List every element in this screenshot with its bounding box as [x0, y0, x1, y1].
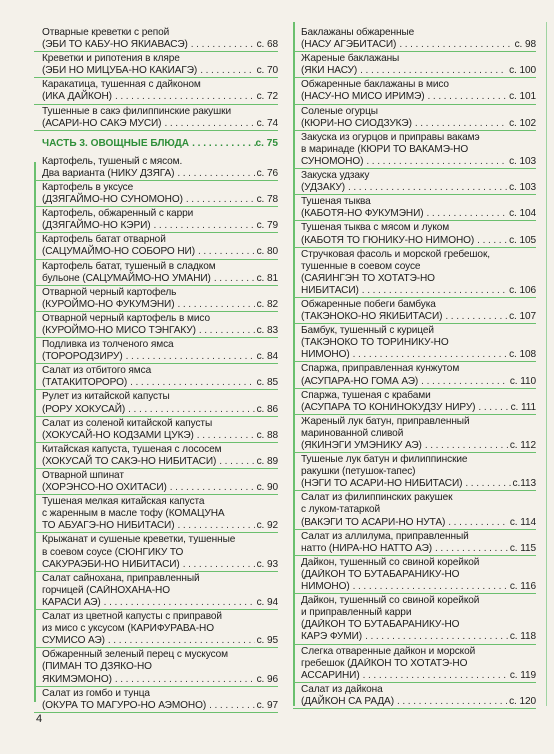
entry-line: Соленые огурцы: [301, 105, 378, 117]
entry-line: (АСУПАРА ТО КОНИНОКУДЗУ НИРУ): [301, 401, 476, 413]
leader-dots: [211, 273, 255, 285]
toc-entry[interactable]: [42, 182, 278, 206]
entry-line: АССАРИНИ): [301, 669, 360, 681]
entry-line: натто (НИРА-НО НАТТО АЭ): [301, 542, 433, 554]
entry-line: тушенные в соевом соусе: [301, 260, 421, 272]
entry-line: (САЯИНГЭН ТО ХОТАТЭ-НО: [301, 272, 435, 284]
leader-dots: [363, 156, 507, 168]
entry-line: Картофель, тушеный с мясом.: [42, 155, 183, 167]
section-page: с. 75: [255, 137, 278, 149]
entry-page: с. 108: [509, 349, 536, 361]
entry-line: (ПИМАН ТО ДЗЯКО-НО: [42, 661, 152, 673]
toc-entry[interactable]: [42, 53, 278, 77]
entry-last-line: [42, 456, 278, 468]
entry-last-line: [42, 430, 278, 442]
entry-line: Картофель батат, тушеный в сладком: [42, 260, 216, 272]
leader-dots: [196, 325, 255, 337]
entry-page: с. 84: [256, 351, 278, 363]
entry-line: (НАСУ АГЭБИТАСИ): [301, 39, 397, 51]
toc-entry[interactable]: [301, 222, 536, 246]
entry-line: Салат из отбитого ямса: [42, 365, 152, 377]
leader-dots: [418, 376, 508, 388]
entry-line: (ТАТАКИТОРОРО): [42, 377, 128, 389]
entry-last-line: [301, 440, 536, 452]
toc-entry[interactable]: [42, 339, 278, 363]
entry-page: с. 74: [256, 117, 278, 129]
leader-dots: [360, 670, 508, 682]
entry-page: с. 105: [509, 234, 536, 246]
toc-entry[interactable]: [301, 646, 536, 682]
entry-line: Салат из филиппинских ракушек: [301, 492, 453, 504]
entry-line: Отварные креветки с репой: [42, 27, 170, 38]
entry-line: (ХОКУСАЙ ТО САКЭ-НО НИБИТАСИ): [42, 455, 217, 467]
toc-entry[interactable]: [301, 53, 536, 77]
entry-line: (НАСУ-НО МИСО ИРИМЭ): [301, 91, 425, 103]
left-column: [42, 27, 278, 714]
entry-page: с. 68: [256, 39, 278, 51]
entry-last-line: [301, 208, 536, 220]
toc-entry[interactable]: [301, 595, 536, 643]
entry-page: с. 95: [256, 635, 278, 647]
entry-page: с. 79: [256, 220, 278, 232]
leader-dots: [362, 631, 508, 643]
leader-dots: [101, 597, 255, 609]
section-title: ЧАСТЬ 3. ОВОЩНЫЕ БЛЮДА: [42, 137, 190, 149]
entry-line: (ХОКУСАЙ-НО КОДЗАМИ ЦУКЭ): [42, 429, 194, 441]
entry-page: с. 112: [509, 440, 536, 451]
toc-entry[interactable]: [42, 79, 278, 103]
entry-last-line: [301, 349, 536, 361]
toc-entry[interactable]: [42, 534, 278, 570]
leader-dots: [350, 581, 508, 593]
entry-line: (ДАЙКОН ТО БУТАБАРАНИКУ-НО: [301, 568, 460, 580]
entry-line: Салат из гомбо и тунца: [42, 687, 150, 699]
toc-entry[interactable]: [42, 261, 278, 285]
entry-last-line: [301, 285, 536, 297]
entry-last-line: [301, 670, 536, 682]
entry-line: Дайкон, тушенный со свиной корейкой: [301, 556, 480, 568]
entry-page: с. 89: [256, 455, 278, 467]
left-entries-after: [42, 156, 278, 712]
entry-line: Спаржа, тушеная с крабами: [301, 389, 431, 401]
leader-dots: [350, 349, 507, 361]
entry-line: маринованной сливой: [301, 427, 404, 439]
entry-page: с. 115: [509, 542, 536, 554]
leader-dots: [206, 700, 255, 712]
entry-page: с. 83: [256, 324, 278, 336]
entry-line: (КУРОЙМО-НО ФУКУМЭНИ): [42, 298, 175, 310]
entry-line: Дайкон, тушенный со свиной корейкой: [301, 595, 480, 607]
toc-entry[interactable]: [301, 557, 536, 593]
entry-page: с. 88: [256, 429, 278, 441]
entry-line: СУМИСО АЭ): [42, 635, 105, 647]
entry-last-line: [301, 156, 536, 168]
entry-page: с. 103: [509, 155, 536, 167]
entry-page: с. 93: [256, 558, 278, 570]
entry-last-line: [42, 273, 278, 285]
entry-line: Жареные баклажаны: [301, 53, 400, 65]
entry-line: с луком-татаркой: [301, 504, 381, 516]
toc-entry[interactable]: [42, 234, 278, 258]
leader-dots: [474, 235, 507, 247]
entry-line: ЯКИМЭМОНО): [42, 673, 112, 685]
entry-line: Картофель, обжаренный с карри: [42, 208, 194, 220]
leader-dots: [123, 351, 255, 363]
toc-entry[interactable]: [301, 363, 536, 387]
entry-page: с. 100: [509, 65, 536, 77]
entry-last-line: [301, 478, 536, 490]
entry-line: (ВАКЭГИ ТО АСАРИ-НО НУТА): [301, 516, 446, 528]
entry-line: НИМОНО): [301, 349, 350, 361]
toc-entry[interactable]: [42, 313, 278, 337]
toc-entry[interactable]: [42, 470, 278, 494]
entry-line: (ТАКЭНОКО ТО ТОРИНИКУ-НО: [301, 337, 449, 349]
toc-entry[interactable]: [42, 287, 278, 311]
toc-entry[interactable]: [42, 27, 278, 51]
leader-dots: [396, 39, 512, 51]
entry-line: Тушеные лук батун и филиппинские: [301, 454, 468, 466]
toc-entry[interactable]: [42, 418, 278, 442]
entry-page: с. 76: [256, 167, 278, 179]
entry-last-line: [42, 635, 278, 647]
entry-line: (НЭГИ ТО АСАРИ-НО НИБИТАСИ): [301, 478, 463, 490]
entry-page: с. 82: [256, 298, 278, 310]
entry-last-line: [42, 597, 278, 609]
section-heading[interactable]: [42, 138, 278, 150]
entry-page: с. 81: [256, 272, 278, 284]
entry-line: Салат из соленой китайской капусты: [42, 417, 213, 429]
entry-last-line: [42, 559, 278, 571]
entry-line: в соевом соусе (СЮНГИКУ ТО: [42, 546, 184, 558]
entry-line: (КУРОЙМО-НО МИСО ТЭНГАКУ): [42, 324, 196, 336]
entry-page: с. 97: [256, 699, 278, 711]
entry-last-line: [301, 402, 536, 414]
page-number: 4: [36, 713, 43, 725]
entry-line: Обжаренные побеги бамбука: [301, 298, 436, 310]
entry-line: Китайская капуста, тушеная с лососем: [42, 443, 222, 455]
entry-line: НИБИТАСИ): [301, 284, 359, 296]
toc-entry[interactable]: [42, 649, 278, 685]
entry-last-line: [42, 325, 278, 337]
entry-last-line: [42, 65, 278, 77]
entry-line: Картофель в уксусе: [42, 181, 134, 193]
entry-line: (АСАРИ-НО САКЭ МУСИ): [42, 117, 162, 129]
entry-last-line: [42, 168, 278, 180]
entry-line: Бамбук, тушенный с курицей: [301, 325, 434, 337]
entry-line: Салат из дайкона: [301, 683, 383, 695]
entry-line: КАРЭ ФУМИ): [301, 631, 363, 643]
entry-line: (КАБОТЯ-НО ФУКУМЭНИ): [301, 208, 424, 220]
toc-entry[interactable]: [42, 444, 278, 468]
entry-line: Подливка из толченого ямса: [42, 339, 174, 351]
entry-page: с. 106: [509, 284, 536, 296]
entry-page: с. 111: [510, 401, 536, 413]
entry-line: (ДЗЯГАЙМО-НО СУНОМОНО): [42, 194, 183, 206]
entry-line: Закуска из огурцов и приправы вакамэ: [301, 131, 480, 143]
leader-dots: [425, 91, 508, 103]
entry-line: Салат из аллилума, приправленный: [301, 530, 469, 542]
entry-page: с. 119: [509, 669, 536, 681]
entry-last-line: [42, 220, 278, 232]
center-green-rule: [293, 22, 295, 706]
entry-page: с. 118: [509, 631, 536, 643]
entry-line: Отварной черный картофель: [42, 286, 177, 298]
leader-dots: [445, 517, 508, 529]
leader-dots: [161, 118, 254, 130]
entry-last-line: [301, 376, 536, 388]
entry-last-line: [301, 631, 536, 643]
entry-line: (ДЗЯГАЙМО-НО КЭРИ): [42, 220, 151, 232]
entry-page: с. 102: [509, 117, 536, 129]
entry-line: (САЦУМАЙМО-НО СОБОРО НИ): [42, 246, 195, 258]
entry-line: Обжаренные баклажаны в мисо: [301, 79, 449, 91]
entry-last-line: [301, 91, 536, 103]
leader-dots: [394, 696, 507, 708]
leader-dots: [423, 208, 507, 220]
toc-entry[interactable]: [301, 249, 536, 297]
entry-line: ТО АБУАГЭ-НО НИБИТАСИ): [42, 520, 175, 532]
entry-line: гребешок (ДАЙКОН ТО ХОТАТЭ-НО: [301, 657, 468, 669]
right-edge-rule: [546, 22, 547, 706]
entry-line: бульоне (САЦУМАЙМО-НО УМАНИ): [42, 272, 211, 284]
entry-line: (ИКА ДАЙКОН): [42, 91, 112, 103]
toc-entry[interactable]: [301, 390, 536, 414]
entry-last-line: [301, 235, 536, 247]
entry-last-line: [301, 118, 536, 130]
entry-line: Тушеная мелкая китайская капуста: [42, 496, 205, 508]
entry-last-line: [301, 581, 536, 593]
toc-entry[interactable]: [301, 684, 536, 708]
entry-line: (ДАЙКОН ТО БУТАБАРАНИКУ-НО: [301, 619, 460, 631]
entry-line: Баклажаны обжаренные: [301, 27, 415, 38]
entry-line: Отварной шпинат: [42, 470, 124, 481]
entry-line: Креветки и рипотения в кляре: [42, 53, 180, 65]
leader-dots: [112, 91, 255, 103]
entry-last-line: [42, 404, 278, 416]
toc-entry[interactable]: [42, 688, 278, 712]
entry-page: с. 104: [509, 208, 536, 220]
toc-entry[interactable]: [301, 299, 536, 323]
leader-dots: [167, 482, 255, 494]
toc-entry[interactable]: [301, 27, 536, 51]
entry-line: (ТАКЭНОКО-НО ЯКИБИТАСИ): [301, 311, 443, 323]
entry-line: Салат сайнохана, приправленный: [42, 572, 200, 584]
entry-line: Спаржа, приправленная кунжутом: [301, 363, 460, 375]
entry-line: в маринаде (КЮРИ ТО ВАКАМЭ-НО: [301, 143, 469, 155]
entry-line: (ЯКИНЭГИ УМЭНИКУ АЭ): [301, 440, 422, 451]
right-column: [301, 27, 536, 710]
toc-entry[interactable]: [301, 325, 536, 361]
toc-entry[interactable]: [42, 365, 278, 389]
leader-dots: [197, 65, 254, 77]
entry-line: Тушеная тыква: [301, 196, 371, 208]
entry-last-line: [301, 182, 536, 194]
leader-dots: [475, 402, 508, 414]
leader-dots: [189, 138, 255, 150]
leader-dots: [359, 285, 507, 297]
entry-line: (ЭБИ ТО КАБУ-НО ЯКИАВАСЭ): [42, 39, 188, 51]
entry-line: (ТОРОРОДЗИРУ): [42, 351, 123, 363]
entry-page: с.113: [512, 478, 536, 490]
entry-page: с. 94: [256, 596, 278, 608]
entry-line: Тушеная тыква с мясом и луком: [301, 222, 450, 234]
toc-entry[interactable]: [301, 132, 536, 168]
toc-entry[interactable]: [301, 106, 536, 130]
entry-line: Жареный лук батун, приправленный: [301, 415, 470, 427]
toc-entry[interactable]: [42, 573, 278, 609]
toc-entry[interactable]: [301, 196, 536, 220]
entry-last-line: [301, 543, 536, 555]
entry-line: (УДЗАКУ): [301, 182, 345, 194]
leader-dots: [151, 220, 255, 232]
leader-dots: [174, 168, 254, 180]
entry-page: с. 103: [509, 182, 536, 194]
entry-page: с. 86: [256, 403, 278, 415]
leader-dots: [462, 478, 510, 490]
entry-line: САКУРАЭБИ-НО НИБИТАСИ): [42, 558, 180, 570]
entry-line: Закуска удзаку: [301, 170, 370, 182]
entry-line: (ЯКИ НАСУ): [301, 65, 358, 77]
entry-last-line: [301, 696, 536, 708]
entry-line: Слегка отваренные дайкон и морской: [301, 645, 476, 657]
entry-line: КАРАСИ АЭ): [42, 596, 101, 608]
leader-dots: [183, 194, 255, 206]
toc-entry[interactable]: [301, 454, 536, 490]
leader-dots: [188, 39, 255, 51]
entry-last-line: [42, 700, 278, 712]
entry-last-line: [42, 91, 278, 103]
entry-line: горчицей (САЙНОХАНА-НО: [42, 584, 170, 596]
toc-entry[interactable]: [42, 156, 278, 180]
entry-line: (РОРУ ХОКУСАЙ): [42, 403, 126, 415]
toc-entry[interactable]: [301, 170, 536, 194]
leader-dots: [174, 520, 254, 532]
toc-entry[interactable]: [42, 391, 278, 415]
entry-last-line: [42, 520, 278, 532]
entry-last-line: [42, 377, 278, 389]
left-entries-before: [42, 27, 278, 130]
leader-dots: [216, 456, 254, 468]
leader-dots: [112, 674, 255, 686]
toc-entry[interactable]: [42, 106, 278, 130]
entry-page: с. 92: [256, 520, 278, 532]
toc-entry[interactable]: [301, 79, 536, 103]
leader-dots: [412, 118, 507, 130]
entry-line: Обжаренный зеленый перец с мускусом: [42, 649, 228, 661]
entry-page: с. 110: [509, 375, 536, 387]
entry-line: с жаренным в масле тофу (КОМАЦУНА: [42, 508, 225, 520]
toc-entry[interactable]: [301, 416, 536, 452]
entry-line: (ДАЙКОН СА РАДА): [301, 695, 394, 707]
entry-line: (ХОРЭНСО-НО ОХИТАСИ): [42, 482, 167, 494]
entry-line: (ОКУРА ТО МАГУРО-НО АЭМОНО): [42, 699, 207, 711]
entry-line: Каракатица, тушенная с дайконом: [42, 79, 201, 91]
entry-last-line: [42, 299, 278, 311]
entry-line: (КЮРИ-НО СИОДЗУКЭ): [301, 117, 412, 129]
toc-entry[interactable]: [301, 492, 536, 528]
leader-dots: [127, 377, 255, 389]
entry-page: с. 114: [509, 516, 536, 528]
entry-line: Тушенные в сакэ филиппинские ракушки: [42, 105, 231, 117]
entry-line: СУНОМОНО): [301, 155, 364, 167]
entry-line: Стручковая фасоль и морской гребешок,: [301, 248, 490, 260]
entry-line: из мисо с уксусом (КАРИФУРАВА-НО: [42, 623, 214, 635]
leader-dots: [174, 299, 254, 311]
entry-line: Крыжанат и сушеные креветки, тушенные: [42, 534, 236, 546]
toc-entry[interactable]: [42, 496, 278, 532]
leader-dots: [125, 404, 254, 416]
entry-line: (ЭБИ НО МИЦУБА-НО КАКИАГЭ): [42, 65, 198, 77]
entry-page: с. 80: [256, 246, 278, 258]
entry-last-line: [42, 674, 278, 686]
entry-last-line: [301, 39, 536, 51]
entry-line: НИМОНО): [301, 581, 350, 593]
entry-last-line: [42, 246, 278, 258]
toc-entry[interactable]: [42, 611, 278, 647]
entry-page: с. 98: [514, 39, 536, 51]
leader-dots: [180, 559, 255, 571]
entry-page: с. 96: [256, 673, 278, 685]
leader-dots: [345, 182, 507, 194]
entry-page: с. 116: [509, 581, 536, 593]
entry-last-line: [42, 351, 278, 363]
entry-last-line: [301, 311, 536, 323]
entry-page: с. 101: [509, 91, 536, 103]
entry-last-line: [42, 39, 278, 51]
entry-line: Салат из цветной капусты с приправой: [42, 611, 222, 623]
entry-page: с. 70: [256, 65, 278, 77]
entry-last-line: [42, 118, 278, 130]
entry-line: Отварной черный картофель в мисо: [42, 312, 210, 324]
toc-entry[interactable]: [301, 531, 536, 555]
leader-dots: [432, 543, 508, 555]
entry-last-line: [42, 194, 278, 206]
entry-line: Рулет из китайской капусты: [42, 391, 170, 403]
entry-line: Картофель батат отварной: [42, 234, 166, 246]
entry-line: ракушки (петушок-тапес): [301, 466, 416, 478]
entry-line: (АСУПАРА-НО ГОМА АЭ): [301, 375, 419, 387]
entry-page: с. 78: [256, 194, 278, 206]
leader-dots: [105, 635, 255, 647]
leader-dots: [422, 440, 508, 452]
leader-dots: [195, 246, 255, 258]
leader-dots: [442, 311, 507, 323]
leader-dots: [194, 430, 255, 442]
entry-line: Два варианта (НИКУ ДЗЯГА): [42, 167, 175, 179]
entry-line: (КАБОТЯ ТО ГЮНИКУ-НО НИМОНО): [301, 234, 475, 246]
entry-page: с. 72: [256, 91, 278, 103]
entry-page: с. 90: [256, 482, 278, 494]
entry-page: с. 85: [256, 377, 278, 389]
leader-dots: [357, 65, 507, 77]
entry-page: с. 120: [509, 695, 536, 707]
entry-line: и приправленный карри: [301, 607, 412, 619]
left-green-rule: [34, 162, 36, 702]
toc-entry[interactable]: [42, 208, 278, 232]
entry-last-line: [301, 65, 536, 77]
entry-page: с. 107: [509, 311, 536, 323]
entry-last-line: [42, 482, 278, 494]
entry-last-line: [301, 517, 536, 529]
